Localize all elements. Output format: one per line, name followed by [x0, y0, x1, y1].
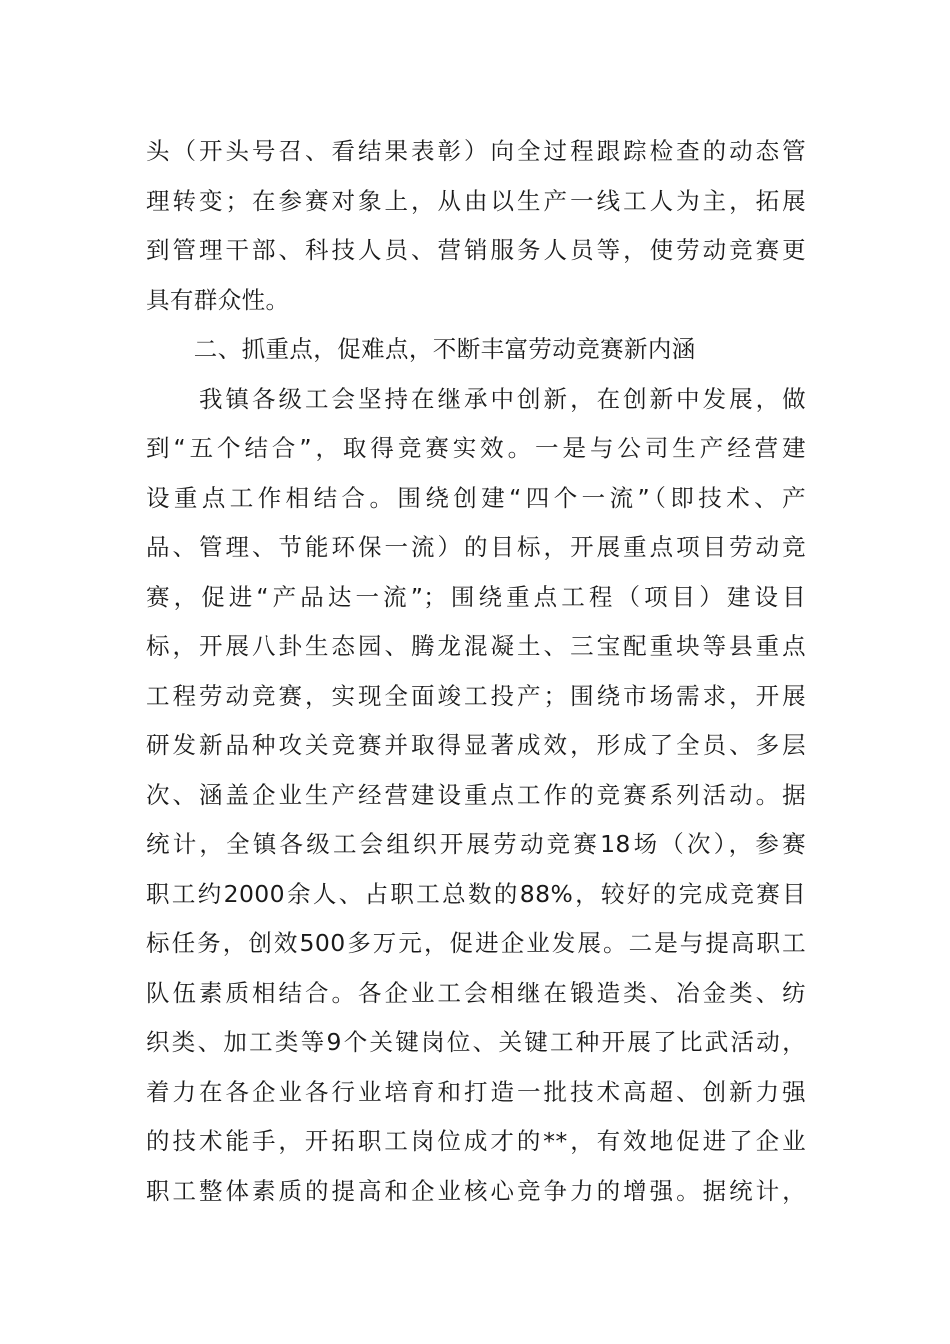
text-line: 我镇各级工会坚持在继承中创新，在创新中发展，做: [146, 384, 806, 413]
text-line: 的技术能手，开拓职工岗位成才的**，有效地促进了企业: [146, 1127, 806, 1155]
text-line: 职工整体素质的提高和企业核心竞争力的增强。据统计，: [146, 1176, 806, 1205]
text-line: 着力在各企业各行业培育和打造一批技术高超、创新力强: [146, 1077, 806, 1106]
text-line: 工程劳动竞赛，实现全面竣工投产；围绕市场需求，开展: [146, 681, 806, 710]
text-line: 标任务，创效500多万元，促进企业发展。二是与提高职工: [146, 929, 806, 957]
text-line: 研发新品种攻关竞赛并取得显著成效，形成了全员、多层: [146, 731, 806, 759]
text-line: 职工约2000余人、占职工总数的88%，较好的完成竞赛目: [146, 879, 806, 908]
text-line: 头（开头号召、看结果表彰）向全过程跟踪检查的动态管: [146, 137, 806, 165]
text-line: 标，开展八卦生态园、腾龙混凝土、三宝配重块等县重点: [146, 632, 806, 660]
text-line: 具有群众性。: [146, 285, 290, 314]
text-line: 设重点工作相结合。围绕创建“四个一流”（即技术、产: [146, 483, 806, 512]
text-line: 队伍素质相结合。各企业工会相继在锻造类、冶金类、纺: [146, 978, 806, 1007]
text-line: 织类、加工类等9个关键岗位、关键工种开展了比武活动，: [146, 1028, 806, 1056]
text-line: 理转变；在参赛对象上，从由以生产一线工人为主，拓展: [146, 186, 806, 215]
text-line: 统计，全镇各级工会组织开展劳动竞赛18场（次），参赛: [146, 830, 806, 858]
text-line: 到管理干部、科技人员、营销服务人员等，使劳动竞赛更: [146, 236, 806, 264]
text-line: 到“五个结合”，取得竞赛实效。一是与公司生产经营建: [146, 434, 806, 462]
text-line: 品、管理、节能环保一流）的目标，开展重点项目劳动竞: [146, 533, 806, 561]
document-body: [146, 127, 806, 1216]
section-heading: 二、抓重点，促难点，不断丰富劳动竞赛新内涵: [146, 335, 696, 363]
text-line: 次、涵盖企业生产经营建设重点工作的竞赛系列活动。据: [146, 780, 806, 809]
text-line: 赛，促进“产品达一流”；围绕重点工程（项目）建设目: [146, 582, 806, 611]
